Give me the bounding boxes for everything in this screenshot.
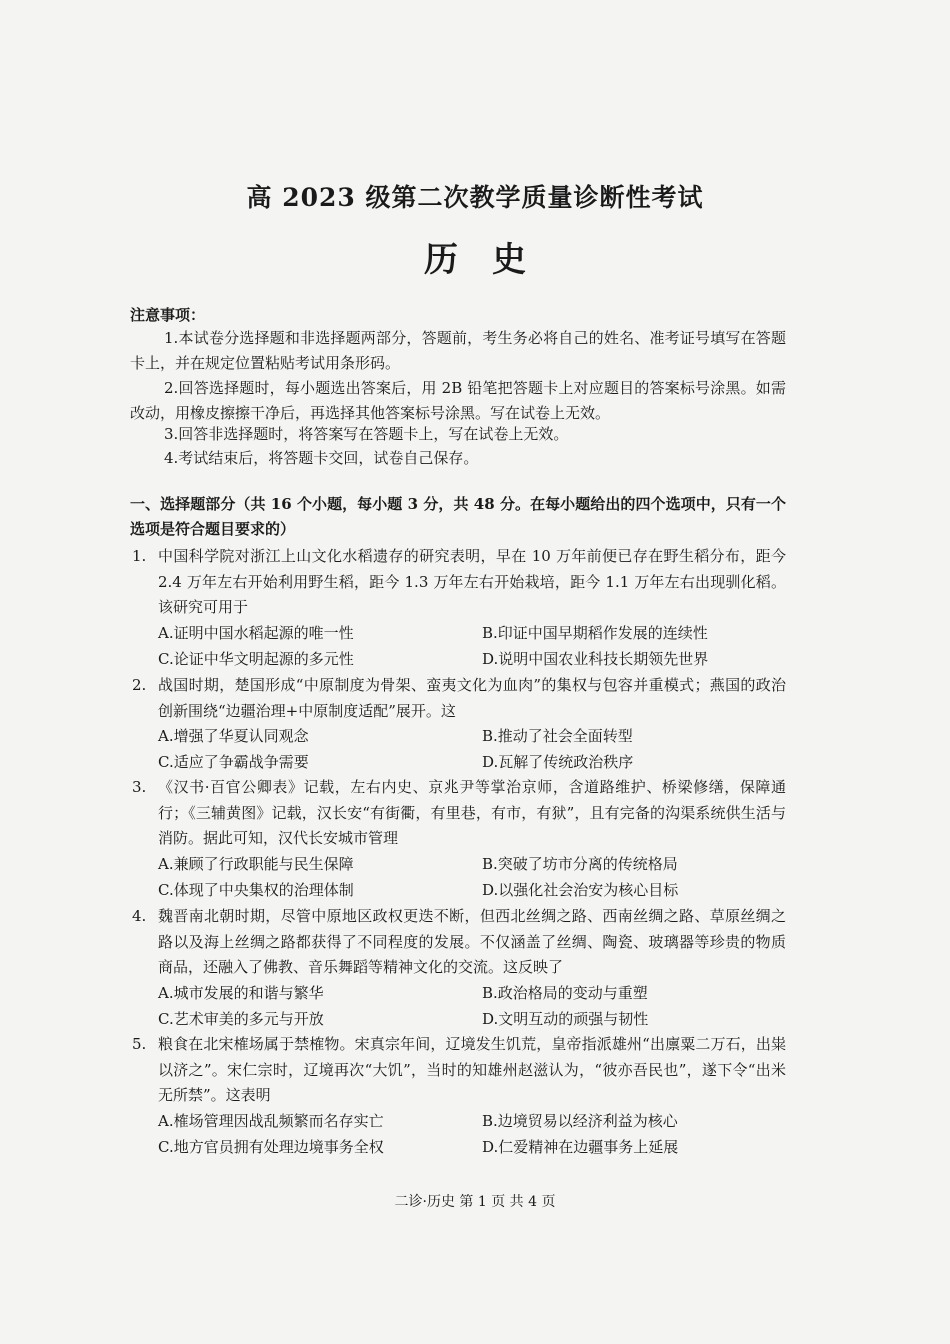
option-b: B.政治格局的变动与重塑 — [482, 984, 648, 1002]
option-c: C.地方官员拥有处理边境事务全权 — [158, 1138, 384, 1156]
option-d: D.瓦解了传统政治秩序 — [482, 753, 634, 771]
option-a: A.城市发展的和谐与繁华 — [158, 984, 324, 1002]
option-a: A.证明中国水稻起源的唯一性 — [158, 624, 354, 642]
question-stem: 粮食在北宋榷场属于禁榷物。宋真宗年间，辽境发生饥荒，皇帝指派雄州“出廪粟二万石，出粜以济之”。宋仁宗时，辽境再次“大饥”，当时的知雄州赵滋认为，“彼亦吾民也”，遂下令“出米无所禁”。这表明 — [158, 1035, 786, 1104]
option-a: A.兼顾了行政职能与民生保障 — [158, 855, 354, 873]
option-d: D.仁爱精神在边疆事务上延展 — [482, 1138, 679, 1156]
notice-item: 2.回答选择题时，每小题选出答案后，用 2B 铅笔把答题卡上对应题目的答案标号涂黑。如需改动，用橡皮擦擦干净后，再选择其他答案标号涂黑。写在试卷上无效。 — [130, 379, 786, 422]
option-b: B.印证中国早期稻作发展的连续性 — [482, 624, 708, 642]
page-footer: 二诊·历史 第 1 页 共 4 页 — [394, 1194, 556, 1210]
question-1 — [130, 544, 786, 621]
option-b: B.边境贸易以经济利益为核心 — [482, 1112, 678, 1130]
option-c: C.论证中华文明起源的多元性 — [158, 650, 354, 668]
notice-heading: 注意事项： — [130, 306, 206, 324]
exam-title: 高 2023 级第二次教学质量诊断性考试 — [246, 183, 704, 212]
option-c: C.体现了中央集权的治理体制 — [158, 881, 354, 899]
option-a: A.榷场管理因战乱频繁而名存实亡 — [158, 1112, 384, 1130]
notice-item: 3.回答非选择题时，将答案写在答题卡上，写在试卷上无效。 — [164, 425, 569, 443]
question-stem: 战国时期，楚国形成“中原制度为骨架、蛮夷文化为血肉”的集权与包容并重模式；燕国的政治创新围绕“边疆治理+中原制度适配”展开。这 — [158, 676, 786, 720]
question-stem: 《汉书·百官公卿表》记载，左右内史、京兆尹等掌治京师，含道路维护、桥梁修缮，保障通行；《三辅黄图》记载，汉长安“有街衢，有里巷，有市，有狱”，且有完备的沟渠系统供生活与消防。据此可知，汉代长安城市管理 — [158, 778, 786, 847]
option-c: C.适应了争霸战争需要 — [158, 753, 309, 771]
question-stem: 魏晋南北朝时期，尽管中原地区政权更迭不断，但西北丝绸之路、西南丝绸之路、草原丝绸之路以及海上丝绸之路都获得了不同程度的发展。不仅涵盖了丝绸、陶瓷、玻璃器等珍贵的物质商品，还融入了佛教、音乐舞蹈等精神文化的交流。这反映了 — [158, 907, 786, 976]
question-stem: 中国科学院对浙江上山文化水稻遗存的研究表明，早在 10 万年前便已存在野生稻分布，距今 2.4 万年左右开始利用野生稻，距今 1.3 万年左右开始栽培，距今 1.1 万年左右出现驯化稻。该研究可用于 — [158, 547, 786, 616]
question-number: 3. — [132, 778, 147, 796]
question-number: 2. — [132, 676, 147, 694]
section-heading: 一、选择题部分（共 16 个小题，每小题 3 分，共 48 分。在每小题给出的四个选项中，只有一个选项是符合题目要求的） — [130, 495, 786, 538]
option-d: D.文明互动的顽强与韧性 — [482, 1010, 649, 1028]
question-5 — [130, 1032, 786, 1109]
question-2 — [130, 673, 786, 724]
option-b: B.突破了坊市分离的传统格局 — [482, 855, 678, 873]
option-c: C.艺术审美的多元与开放 — [158, 1010, 324, 1028]
option-b: B.推动了社会全面转型 — [482, 727, 633, 745]
question-number: 1. — [132, 547, 147, 565]
question-number: 4. — [132, 907, 147, 925]
notice-item: 4.考试结束后，将答题卡交回，试卷自己保存。 — [164, 449, 479, 467]
subject-title: 历史 — [424, 240, 560, 280]
question-3 — [130, 775, 786, 852]
notice-item: 1.本试卷分选择题和非选择题两部分，答题前，考生务必将自己的姓名、准考证号填写在答题卡上，并在规定位置粘贴考试用条形码。 — [130, 329, 786, 372]
option-d: D.以强化社会治安为核心目标 — [482, 881, 679, 899]
option-d: D.说明中国农业科技长期领先世界 — [482, 650, 709, 668]
question-number: 5. — [132, 1035, 147, 1053]
question-4 — [130, 904, 786, 981]
option-a: A.增强了华夏认同观念 — [158, 727, 309, 745]
